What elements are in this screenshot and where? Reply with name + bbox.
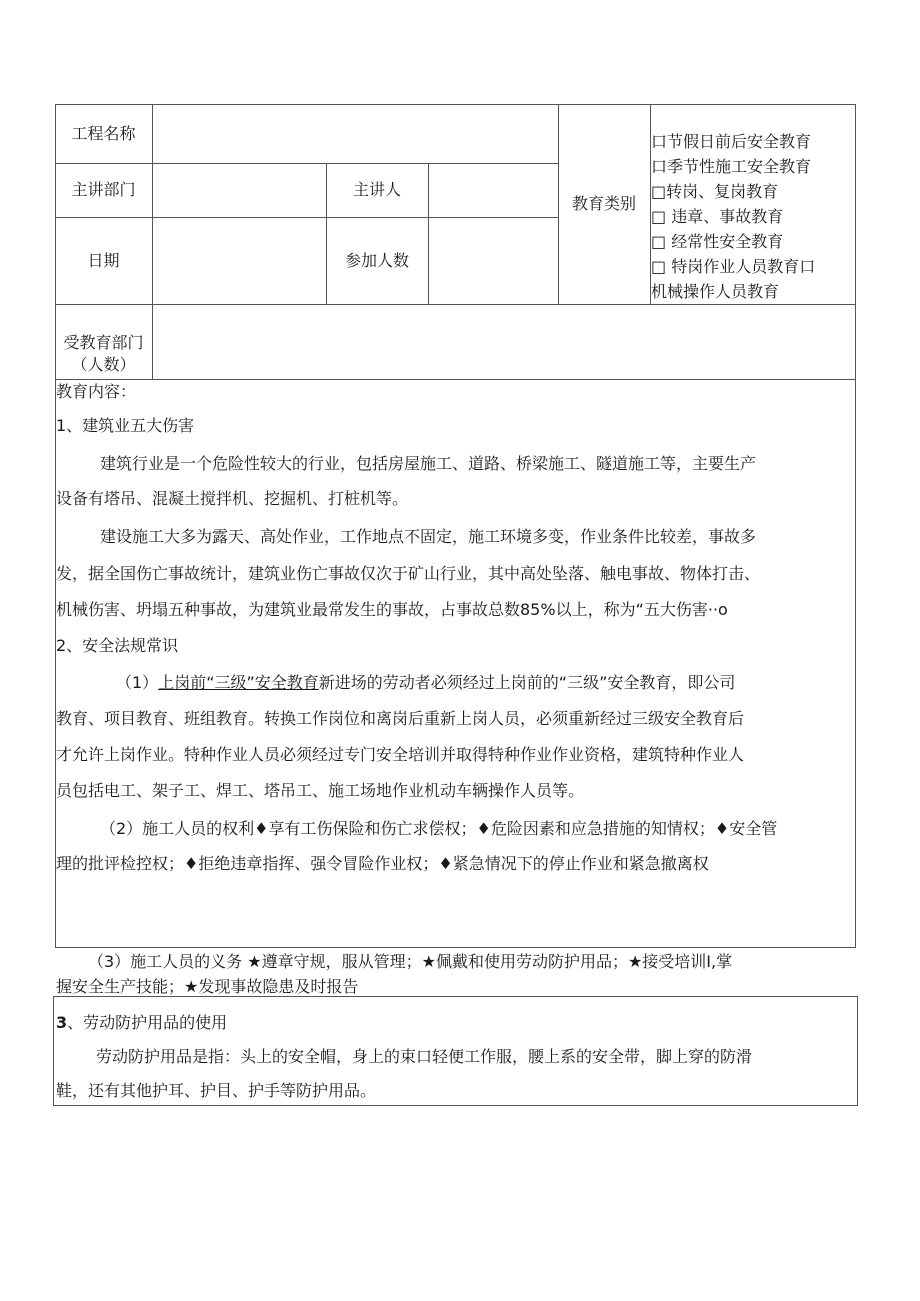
paragraph-line: 理的批评检控权；♦拒绝违章指挥、强令冒险作业权；♦紧急情况下的停止作业和紧急撤离权 xyxy=(56,854,709,873)
section-3-title xyxy=(56,1011,227,1035)
edu-type-option[interactable]: □转岗、复岗教育 xyxy=(651,182,779,201)
paragraph-line: 握安全生产技能；★发现事故隐患及时报告 xyxy=(56,977,359,996)
section-3-number: 3 xyxy=(56,1013,68,1032)
trained-dept-value[interactable] xyxy=(152,304,856,379)
paragraph-line: 建筑行业是一个危险性较大的行业，包括房屋施工、道路、桥梁施工、隧道施工等，主要生产 xyxy=(100,454,757,473)
edu-type-options xyxy=(651,129,855,304)
paragraph-line: 鞋，还有其他护耳、护目、护手等防护用品。 xyxy=(56,1081,377,1100)
lecturer-label: 主讲人 xyxy=(352,180,401,199)
section-1-title: 1、建筑业五大伤害 xyxy=(56,416,195,435)
date-label: 日期 xyxy=(87,250,120,270)
paragraph-line: 才允许上岗作业。特种作业人员必须经过专门安全培训并取得特种作业作业资格，建筑特种作业人 xyxy=(56,745,745,764)
section-2-title: 2、安全法规常识 xyxy=(56,636,179,655)
participants-value[interactable] xyxy=(428,217,558,304)
edu-type-option[interactable]: 口节假日前后安全教育 xyxy=(651,132,812,151)
content-heading: 教育内容： xyxy=(56,382,137,401)
paragraph-line: 劳动防护用品是指：头上的安全帽，身上的束口轻便工作服，腰上系的安全带，脚上穿的防滑 xyxy=(96,1047,753,1066)
paragraph-line: （3）施工人员的义务 ★遵章守规，服从管理；★佩戴和使用劳动防护用品；★接受培训I,掌 xyxy=(88,952,733,971)
project-name-label: 工程名称 xyxy=(71,123,136,143)
edu-type-option[interactable]: 口季节性施工安全教育 xyxy=(651,157,812,176)
trained-dept-label xyxy=(55,330,152,378)
underlined-term: 上岗前“三级”安全教育 xyxy=(158,673,319,692)
edu-type-option[interactable]: □ 违章、事故教育 xyxy=(651,207,784,226)
edu-type-option[interactable]: □ 特岗作业人员教育口 xyxy=(651,257,816,276)
trained-dept-label-line1: 受教育部门 xyxy=(63,333,144,352)
paragraph-line: 设备有塔吊、混凝土搅拌机、挖掘机、打桩机等。 xyxy=(56,489,409,508)
paragraph-line: 员包括电工、架子工、焊工、塔吊工、施工场地作业机动车辆操作人员等。 xyxy=(56,781,585,800)
lecturer-value[interactable] xyxy=(428,163,558,217)
paragraph-line: 教育、项目教育、班组教育。转换工作岗位和离岗后重新上岗人员，必须重新经过三级安全教育后 xyxy=(56,709,745,728)
paragraph-line: 发，据全国伤亡事故统计，建筑业伤亡事故仅次于矿山行业，其中高处坠落、触电事故、物体打击、 xyxy=(56,564,761,583)
participants-label: 参加人数 xyxy=(344,250,409,270)
section-3-title-text: 、劳动防护用品的使用 xyxy=(67,1013,228,1032)
project-name-value[interactable] xyxy=(152,104,558,163)
lecture-dept-label: 主讲部门 xyxy=(71,180,136,199)
edu-type-option[interactable]: □ 经常性安全教育 xyxy=(651,232,784,251)
paragraph-line: 机械伤害、坍塌五种事故，为建筑业最常发生的事故，占事故总数85%以上，称为“五大伤害··o xyxy=(56,600,728,619)
trained-dept-label-line2: （人数） xyxy=(71,355,136,374)
item-text: 新进场的劳动者必须经过上岗前的“三级”安全教育，即公司 xyxy=(318,673,736,692)
edu-type-option[interactable]: 机械操作人员教育 xyxy=(651,282,780,301)
edu-type-label: 教育类别 xyxy=(571,194,636,213)
paragraph-line: （2）施工人员的权利♦享有工伤保险和伤亡求偿权；♦危险因素和应急措施的知情权；♦安全管 xyxy=(100,819,778,838)
item-number: （1） xyxy=(116,673,159,692)
lecture-dept-value[interactable] xyxy=(152,163,326,217)
table-line xyxy=(55,379,856,380)
paragraph-line: 建设施工大多为露天、高处作业，工作地点不固定，施工环境多变，作业条件比较差，事故多 xyxy=(100,527,757,546)
date-value[interactable] xyxy=(152,217,326,304)
paragraph-line xyxy=(116,671,735,695)
